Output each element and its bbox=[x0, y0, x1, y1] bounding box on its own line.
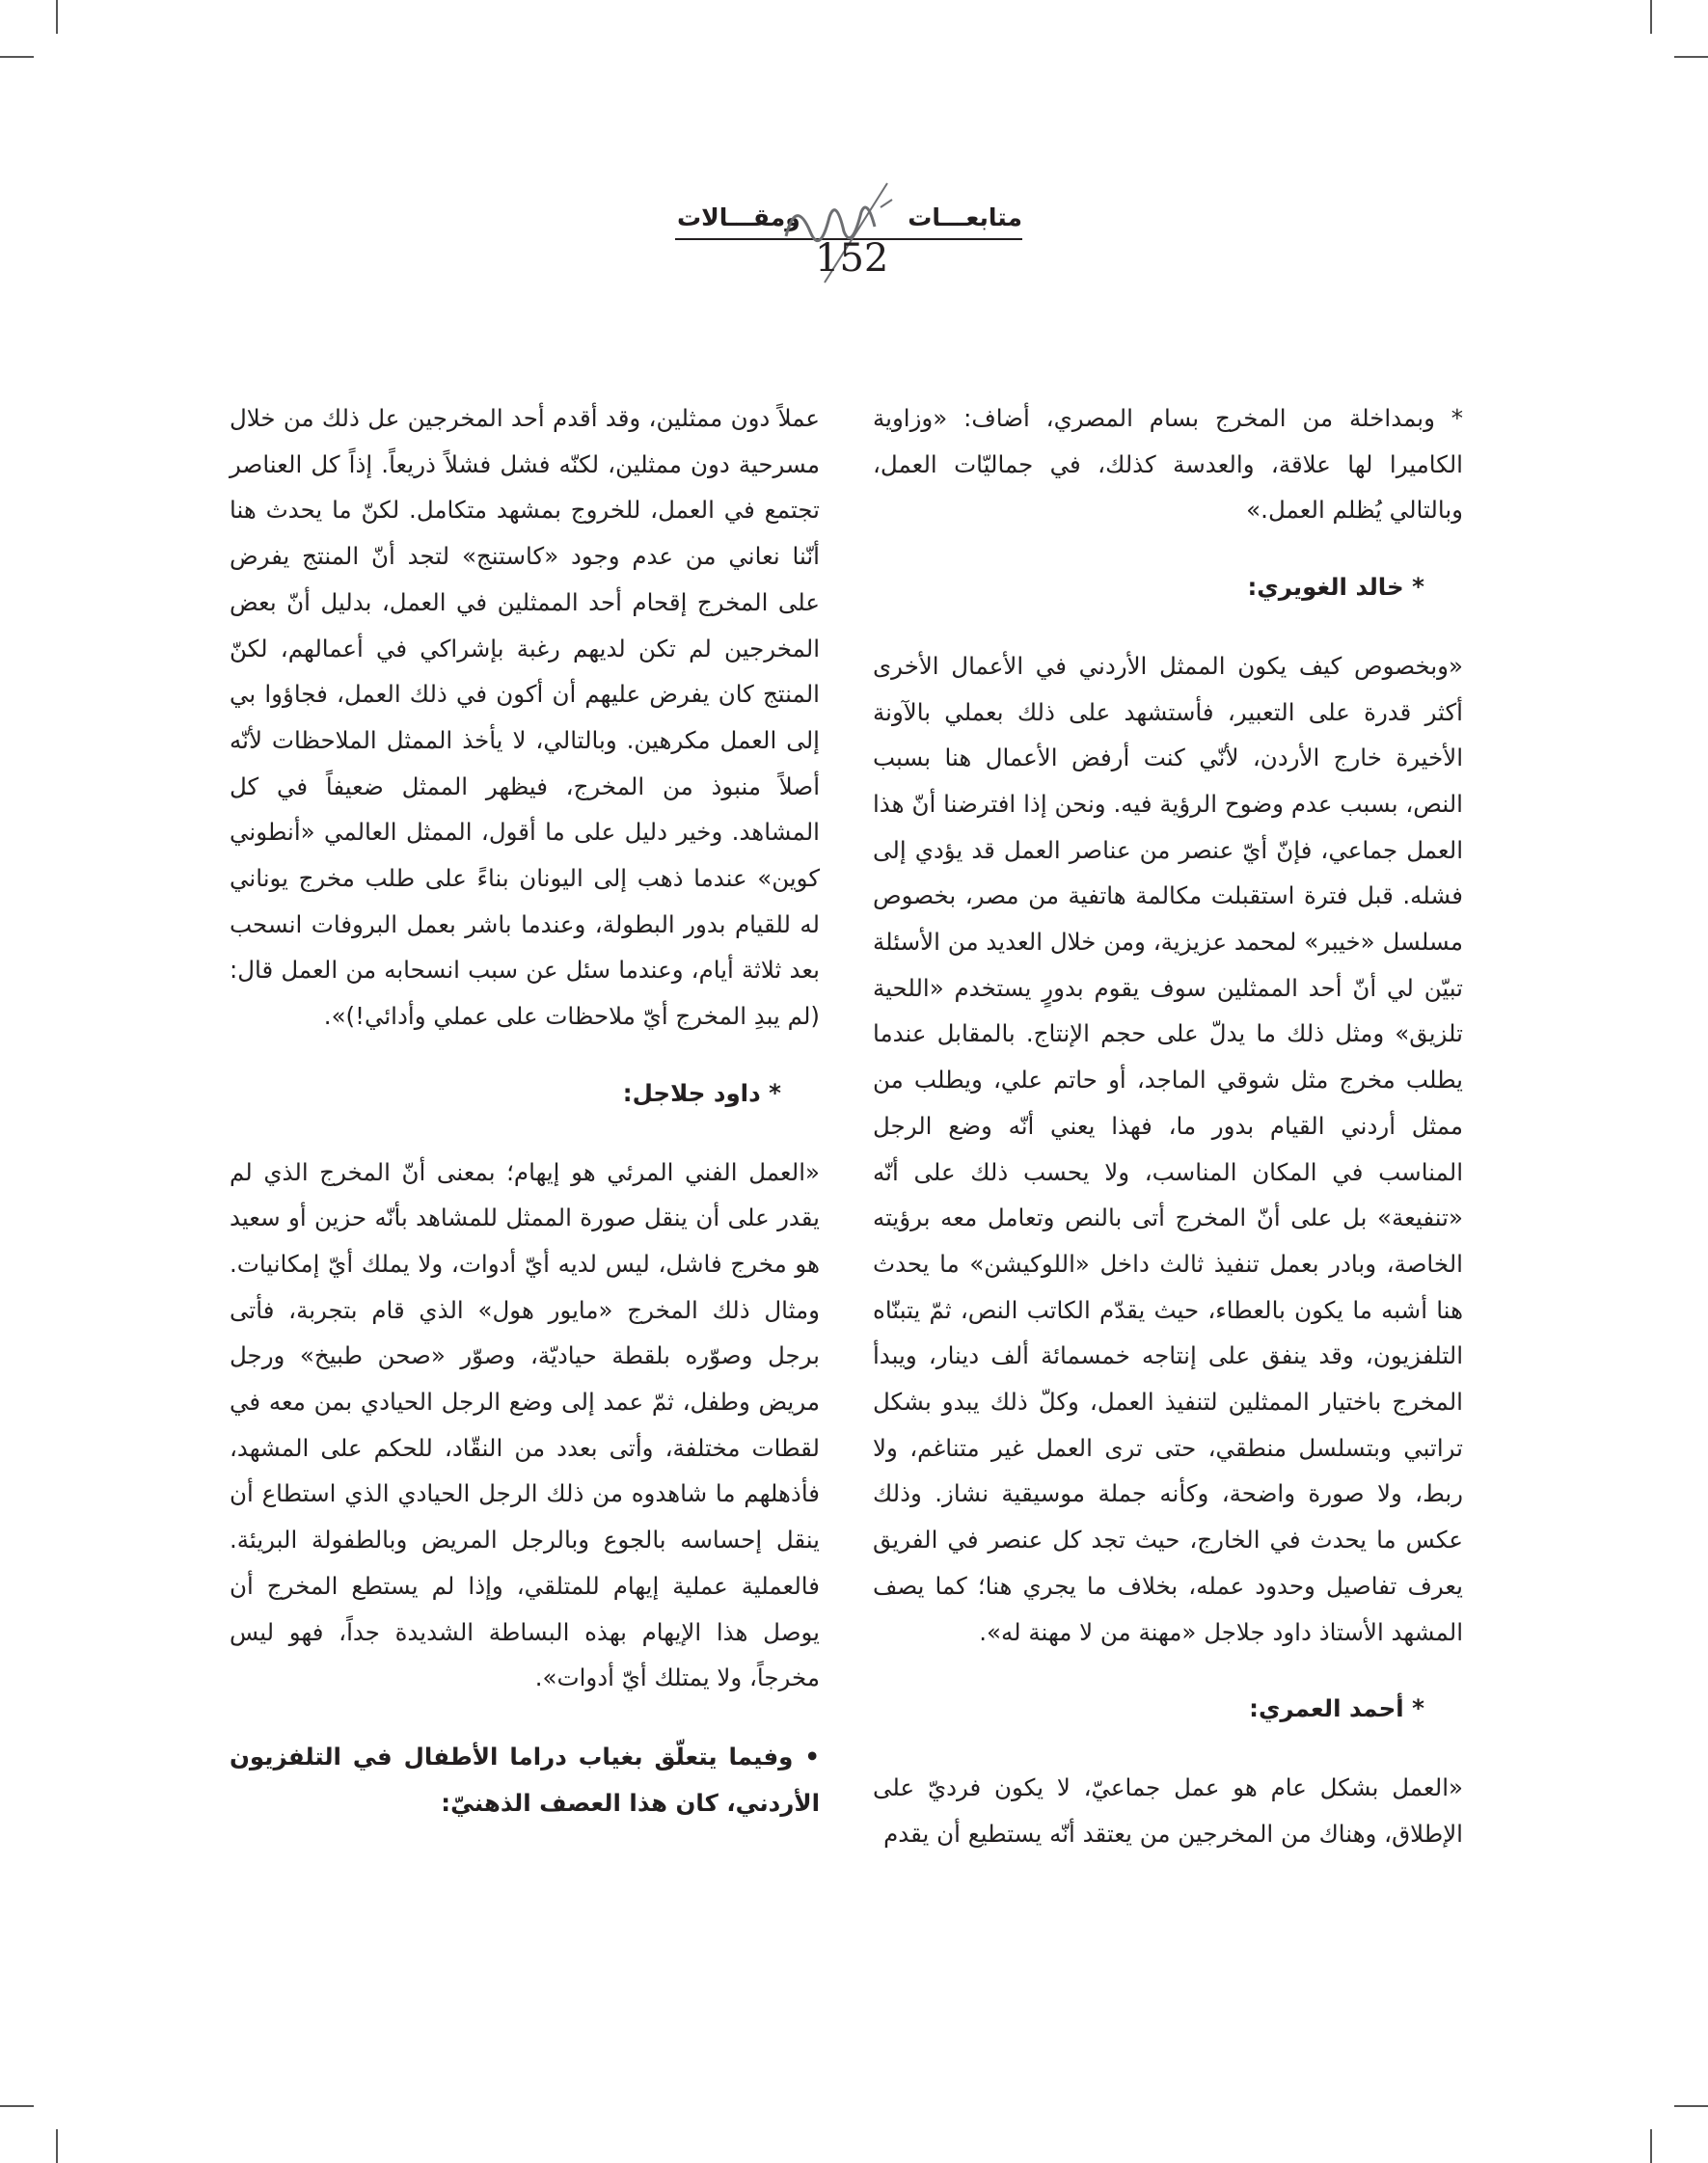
paragraph: «العمل الفني المرئي هو إيهام؛ بمعنى أنّ المخرج الذي لم يقدر على أن ينقل صورة الممثل للمشاهد بأنّه حزين أو سعيد هو مخرج فاشل، ليس لديه أيّ أدوات، ولا يملك أيّ إمكانيات. ومثال ذلك المخرج «مايور هول» الذي قام بتجربة، فأتى برجل وصوّره بلقطة حياديّة، وصوّر «صحن طبيخ» ورجل مريض وطفل، ثمّ عمد إلى وضع الرجل الحيادي بمن معه في لقطات مختلفة، وأتى بعدد من النقّاد، للحكم على المشهد، فأذهلهم ما شاهدوه من ذلك الرجل الحيادي الذي استطاع أن ينقل إحساسه بالجوع وبالرجل المريض وبالطفولة البريئة. فالعملية عملية إيهام للمتلقي، وإذا لم يستطع المخرج أن يوصل هذا الإيهام بهذه البساطة الشديدة جداً، فهو ليس مخرجاً، ولا يمتلك أيّ أدوات». bbox=[230, 1157, 820, 1692]
paragraph: * وبمداخلة من المخرج بسام المصري، أضاف: «وزاوية الكاميرا لها علاقة، والعدسة كذلك، في جماليّات العمل، وبالتالي يُظلم العمل.» bbox=[873, 404, 1463, 525]
paragraph: «العمل بشكل عام هو عمل جماعيّ، لا يكون فرديّ على الإطلاق، وهناك من المخرجين من يعتقد أنّه يستطيع أن يقدم bbox=[873, 1772, 1463, 1848]
crop-mark bbox=[56, 2129, 58, 2163]
crop-mark bbox=[1650, 2129, 1652, 2163]
left-column bbox=[230, 395, 820, 1825]
speaker-heading: * داود جلاجل: bbox=[622, 1078, 781, 1107]
question-heading: • وفيما يتعلّق بغياب دراما الأطفال في التلفزيون الأردني، كان هذا العصف الذهنيّ: bbox=[230, 1742, 820, 1817]
crop-mark bbox=[0, 56, 34, 58]
right-column bbox=[873, 395, 1463, 1856]
crop-mark bbox=[0, 2105, 34, 2107]
crop-mark bbox=[1674, 2105, 1708, 2107]
paragraph: عملاً دون ممثلين، وقد أقدم أحد المخرجين عل ذلك من خلال مسرحية دون ممثلين، لكنّه فشل فشلاً ذريعاً. إذاً كل العناصر تجتمع في العمل، للخروج بمشهد متكامل. لكنّ ما يحدث هنا أنّنا نعاني من عدم وجود «كاستنج» لتجد أنّ المنتج يفرض على المخرج إقحام أحد الممثلين في العمل، بدليل أنّ بعض المخرجين لم تكن لديهم رغبة بإشراكي في أعمالهم، لكنّ المنتج كان يفرض عليهم أن أكون في ذلك العمل، فجاؤوا بي إلى العمل مكرهين. وبالتالي، لا يأخذ الممثل الملاحظات لأنّه أصلاً منبوذ من المخرج، فيظهر الممثل ضعيفاً في كل المشاهد. وخير دليل على ما أقول، الممثل العالمي «أنطوني كوين» عندما ذهب إلى اليونان بناءً على طلب مخرج يوناني له للقيام بدور البطولة، وعندما باشر بعمل البروفات انسحب بعد ثلاثة أيام، وعندما سئل عن سبب انسحابه من العمل قال: (لم يبدِ المخرج أيّ ملاحظات على عملي وأدائي!)». bbox=[230, 404, 820, 1031]
section-label-right: متابعـــات bbox=[908, 203, 1022, 231]
paragraph: «وبخصوص كيف يكون الممثل الأردني في الأعمال الأخرى أكثر قدرة على التعبير، فأستشهد على ذلك بعملي بالآونة الأخيرة خارج الأردن، لأنّي كنت أرفض الأعمال هنا بسبب النص، بسبب عدم وضوح الرؤية فيه. ونحن إذا افترضنا أنّ هذا العمل جماعي، فإنّ أيّ عنصر من عناصر العمل قد يؤدي إلى فشله. قبل فترة استقبلت مكالمة هاتفية من مصر، بخصوص مسلسل «خيبر» لمحمد عزيزية، ومن خلال العديد من الأسئلة تبيّن لي أنّ أحد الممثلين سوف يقوم بدورٍ يستخدم «اللحية تلزيق» ومثل ذلك ما يدلّ على حجم الإنتاج. بالمقابل عندما يطلب مخرج مثل شوقي الماجد، أو حاتم علي، ويطلب من ممثل أردني القيام بدور ما، فهذا يعني أنّه وضع الرجل المناسب في المكان المناسب، ولا يحسب ذلك على أنّه «تنفيعة» بل على أنّ المخرج أتى بالنص وتعامل معه برؤيته الخاصة، وبادر بعمل تنفيذ ثالث داخل «اللوكيشن» ما يحدث هنا أشبه ما يكون بالعطاء، حيث يقدّم الكاتب النص، ثمّ يتبنّاه التلفزيون، وقد ينفق على إنتاجه خمسمائة ألف دينار، ويبدأ المخرج باختيار الممثلين لتنفيذ العمل، وكلّ ذلك يبدو بشكل تراتبي وبتسلسل منطقي، حتى ترى العمل غير متناغم، ولا ربط، ولا صورة واضحة، وكأنه جملة موسيقية نشاز. وذلك عكس ما يحدث في الخارج، حيث تجد كل عنصر في الفريق يعرف تفاصيل وحدود عمله، بخلاف ما يجري هنا؛ كما يصف المشهد الأستاذ داود جلاجل «مهنة من لا مهنة له». bbox=[873, 651, 1463, 1646]
speaker-heading: * خالد الغويري: bbox=[1247, 573, 1424, 602]
speaker-heading: * أحمد العمري: bbox=[1249, 1694, 1424, 1723]
page-number: 152 bbox=[815, 236, 889, 281]
crop-mark bbox=[1650, 0, 1652, 34]
crop-mark bbox=[1674, 56, 1708, 58]
section-label-left: ومقـــالات bbox=[677, 203, 800, 231]
crop-mark bbox=[56, 0, 58, 34]
